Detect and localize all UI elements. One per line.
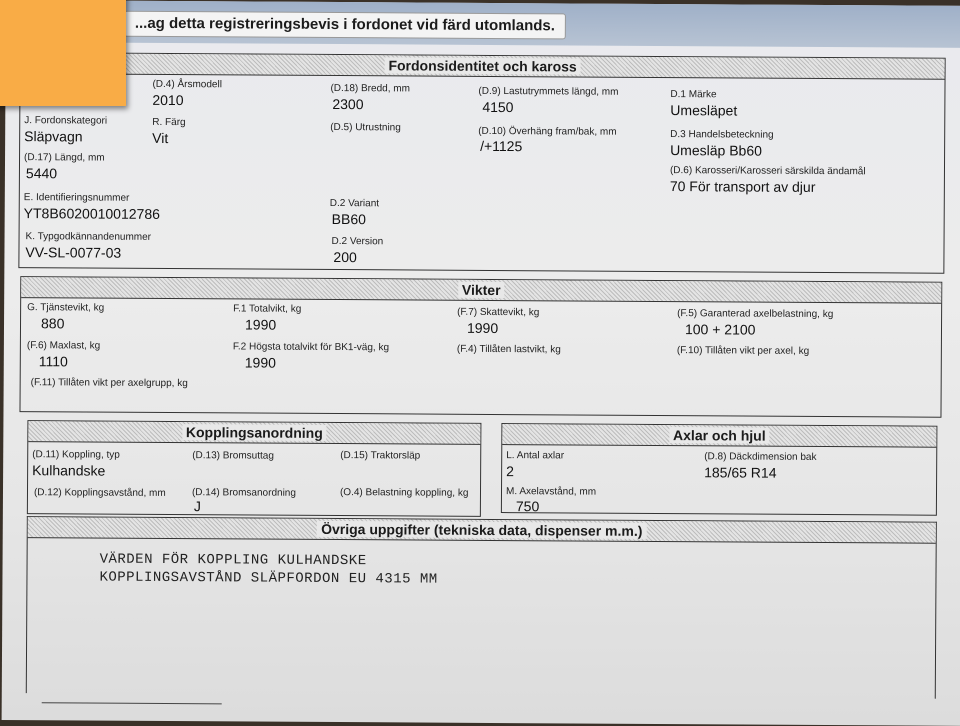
- field-label: G. Tjänstevikt, kg: [27, 302, 105, 314]
- field-label: (D.18) Bredd, mm: [330, 82, 410, 95]
- field-label: R. Färg: [152, 116, 186, 129]
- weights-section: [19, 276, 942, 418]
- other-header: Övriga uppgifter (tekniska data, dispenser m.m.): [28, 517, 936, 544]
- field-value: 1990: [244, 316, 277, 333]
- field-label: J. Fordonskategori: [24, 115, 108, 127]
- notice-banner: ...ag detta registreringsbevis i fordonet vid färd utomlands.: [124, 11, 566, 40]
- field-value: 200: [333, 249, 357, 266]
- field-value: 1990: [244, 354, 276, 371]
- field-value: 185/65 R14: [704, 464, 777, 481]
- field-label: (F.6) Maxlast, kg: [26, 340, 101, 352]
- field-value: YT8B6020010012786: [23, 205, 160, 222]
- field-value: Umesläpet: [670, 102, 738, 119]
- field-value: 1990: [466, 319, 499, 337]
- field-label: (O.4) Belastning koppling, kg: [339, 487, 469, 499]
- field-label: D.1 Märke: [670, 89, 717, 101]
- field-value: 750: [515, 498, 540, 515]
- field-label: (D.12) Kopplingsavstånd, mm: [33, 487, 166, 499]
- field-label: (F.5) Garanterad axelbelastning, kg: [677, 308, 834, 321]
- field-value: 70 För transport av djur: [669, 178, 816, 195]
- field-value: 2: [506, 463, 514, 480]
- field-label: (D.5) Utrustning: [330, 121, 401, 134]
- field-value: 5440: [25, 165, 58, 182]
- field-label: (D.8) Däckdimension bak: [704, 451, 817, 463]
- field-label: (D.9) Lastutrymmets längd, mm: [478, 85, 619, 98]
- other-section: [26, 516, 937, 699]
- field-value: BB60: [331, 210, 366, 228]
- field-label: (F.11) Tillåten vikt per axelgrupp, kg: [30, 377, 188, 390]
- field-label: (D.10) Överhäng fram/bak, mm: [478, 125, 617, 138]
- field-label: M. Axelavstånd, mm: [505, 486, 597, 498]
- field-value: VV-SL-0077-03: [25, 244, 122, 261]
- sticky-note: [0, 0, 126, 106]
- field-value: 2010: [152, 91, 184, 109]
- coupling-section: [27, 420, 482, 517]
- axles-section: [501, 423, 938, 516]
- identity-section: [18, 52, 945, 274]
- field-value: J: [193, 498, 201, 515]
- bottom-rule: [42, 702, 222, 704]
- coupling-header: Kopplingsanordning: [28, 421, 480, 445]
- field-label: (D.15) Traktorsläp: [340, 450, 421, 462]
- field-label: (D.17) Längd, mm: [24, 152, 105, 164]
- field-label: F.1 Totalvikt, kg: [233, 303, 302, 315]
- field-value: Kulhandske: [32, 462, 106, 479]
- field-value: 4150: [482, 98, 514, 116]
- field-label: K. Typgodkännandenummer: [25, 231, 152, 243]
- field-label: D.2 Variant: [329, 197, 380, 210]
- field-value: 100 + 2100: [684, 321, 756, 338]
- identity-header: Fordonsidentitet och kaross: [21, 53, 945, 80]
- field-value: 880: [40, 315, 65, 332]
- field-label: (F.4) Tillåten lastvikt, kg: [456, 343, 561, 356]
- field-label: L. Antal axlar: [506, 450, 565, 462]
- field-label: (D.6) Karosseri/Karosseri särskilda ändamål: [669, 165, 866, 178]
- other-line: VÄRDEN FÖR KOPPLING KULHANDSKE: [99, 551, 367, 570]
- other-line: KOPPLINGSAVSTÅND SLÄPFORDON EU 4315 MM: [99, 569, 438, 588]
- registration-document: [2, 0, 960, 726]
- field-value: 2300: [332, 95, 364, 113]
- field-label: E. Identifieringsnummer: [23, 192, 130, 204]
- field-label: D.3 Handelsbeteckning: [670, 129, 774, 141]
- field-label: D.2 Version: [331, 235, 384, 248]
- field-label: F.2 Högsta totalvikt för BK1-väg, kg: [232, 341, 390, 354]
- axles-header: Axlar och hjul: [502, 424, 936, 448]
- weights-header: Vikter: [21, 277, 941, 304]
- field-label: (F.7) Skattevikt, kg: [457, 306, 540, 319]
- field-value: /+1125: [480, 137, 523, 155]
- field-value: Vit: [152, 129, 169, 146]
- field-label: (D.13) Bromsuttag: [192, 450, 274, 462]
- field-label: (D.14) Bromsanordning: [191, 487, 296, 499]
- field-value: 1110: [38, 353, 68, 370]
- field-value: Umesläp Bb60: [670, 142, 762, 159]
- field-label: (D.4) Årsmodell: [152, 78, 222, 91]
- field-label: (D.11) Koppling, typ: [32, 449, 120, 461]
- field-label: (F.10) Tillåten vikt per axel, kg: [676, 345, 810, 357]
- field-value: Släpvagn: [24, 128, 83, 145]
